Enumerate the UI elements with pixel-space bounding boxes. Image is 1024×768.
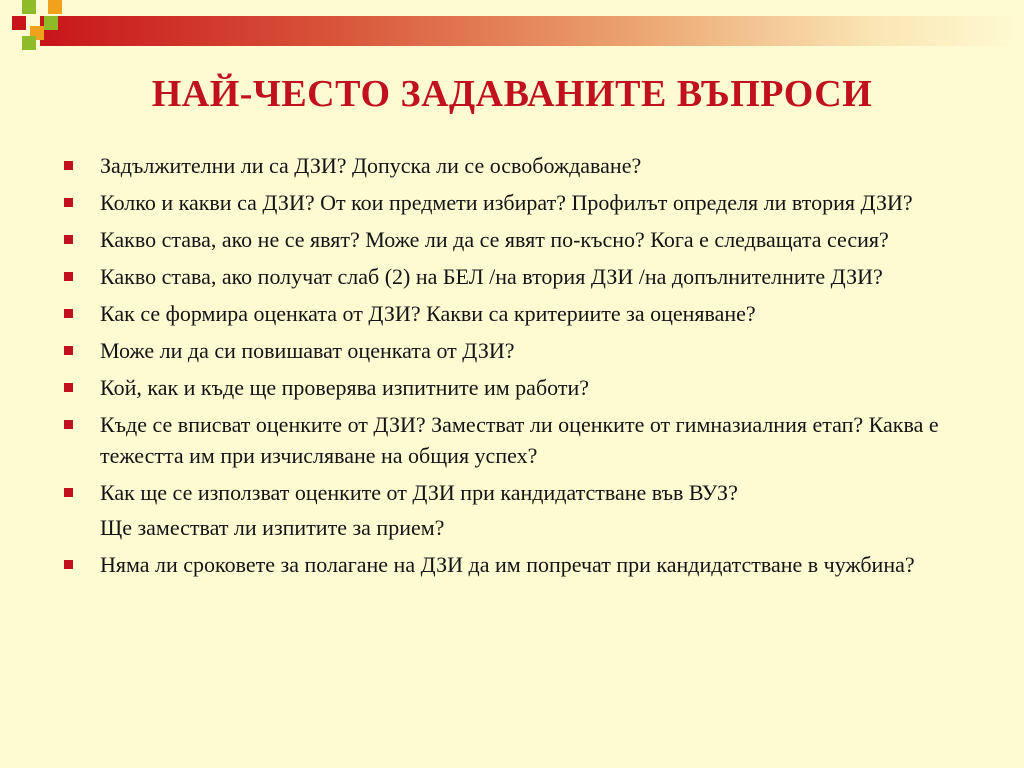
- list-item: [60, 298, 960, 329]
- list-item-continuation: [60, 512, 960, 543]
- square-bullet-icon: [64, 235, 73, 244]
- square-bullet-icon: [64, 272, 73, 281]
- list-item: [60, 409, 960, 471]
- list-item-text: Може ли да си повишават оценката от ДЗИ?: [100, 338, 515, 363]
- list-item: [60, 224, 960, 255]
- decor-square-icon: [48, 0, 62, 14]
- faq-list: [60, 150, 960, 586]
- list-item: [60, 549, 960, 580]
- square-bullet-icon: [64, 383, 73, 392]
- square-bullet-icon: [64, 198, 73, 207]
- list-item-text: Как се формира оценката от ДЗИ? Какви са критериите за оценяване?: [100, 301, 756, 326]
- decor-square-icon: [22, 36, 36, 50]
- decor-square-icon: [22, 0, 36, 14]
- list-item: [60, 372, 960, 403]
- square-bullet-icon: [64, 560, 73, 569]
- header-gradient-band: [40, 16, 1024, 46]
- list-item: [60, 477, 960, 508]
- square-bullet-icon: [64, 488, 73, 497]
- square-bullet-icon: [64, 161, 73, 170]
- slide-title: НАЙ-ЧЕСТО ЗАДАВАНИТЕ ВЪПРОСИ: [151, 73, 873, 115]
- list-item-text: Как ще се използват оценките от ДЗИ при кандидатстване във ВУЗ?: [100, 480, 738, 505]
- list-item-text: Ще заместват ли изпитите за прием?: [100, 515, 445, 540]
- list-item-text: Какво става, ако не се явят? Може ли да се явят по-късно? Кога е следващата сесия?: [100, 227, 889, 252]
- square-bullet-icon: [64, 420, 73, 429]
- list-item: [60, 335, 960, 366]
- list-item-text: Къде се вписват оценките от ДЗИ? Заместват ли оценките от гимназиалния етап? Каква е тежестта им при изчисляване на общия успех?: [100, 412, 939, 468]
- list-item-text: Какво става, ако получат слаб (2) на БЕЛ /на втория ДЗИ /на допълнителните ДЗИ?: [100, 264, 883, 289]
- list-item-text: Задължителни ли са ДЗИ? Допуска ли се освобождаване?: [100, 153, 642, 178]
- list-item: [60, 187, 960, 218]
- square-bullet-icon: [64, 346, 73, 355]
- list-item-text: Няма ли сроковете за полагане на ДЗИ да им попречат при кандидатстване в чужбина?: [100, 552, 915, 577]
- list-item: [60, 150, 960, 181]
- decor-square-icon: [44, 16, 58, 30]
- list-item-text: Кой, как и къде ще проверява изпитните им работи?: [100, 375, 590, 400]
- decor-square-icon: [12, 16, 26, 30]
- list-item: [60, 261, 960, 292]
- square-bullet-icon: [64, 309, 73, 318]
- list-item-text: Колко и какви са ДЗИ? От кои предмети избират? Профилът определя ли втория ДЗИ?: [100, 190, 913, 215]
